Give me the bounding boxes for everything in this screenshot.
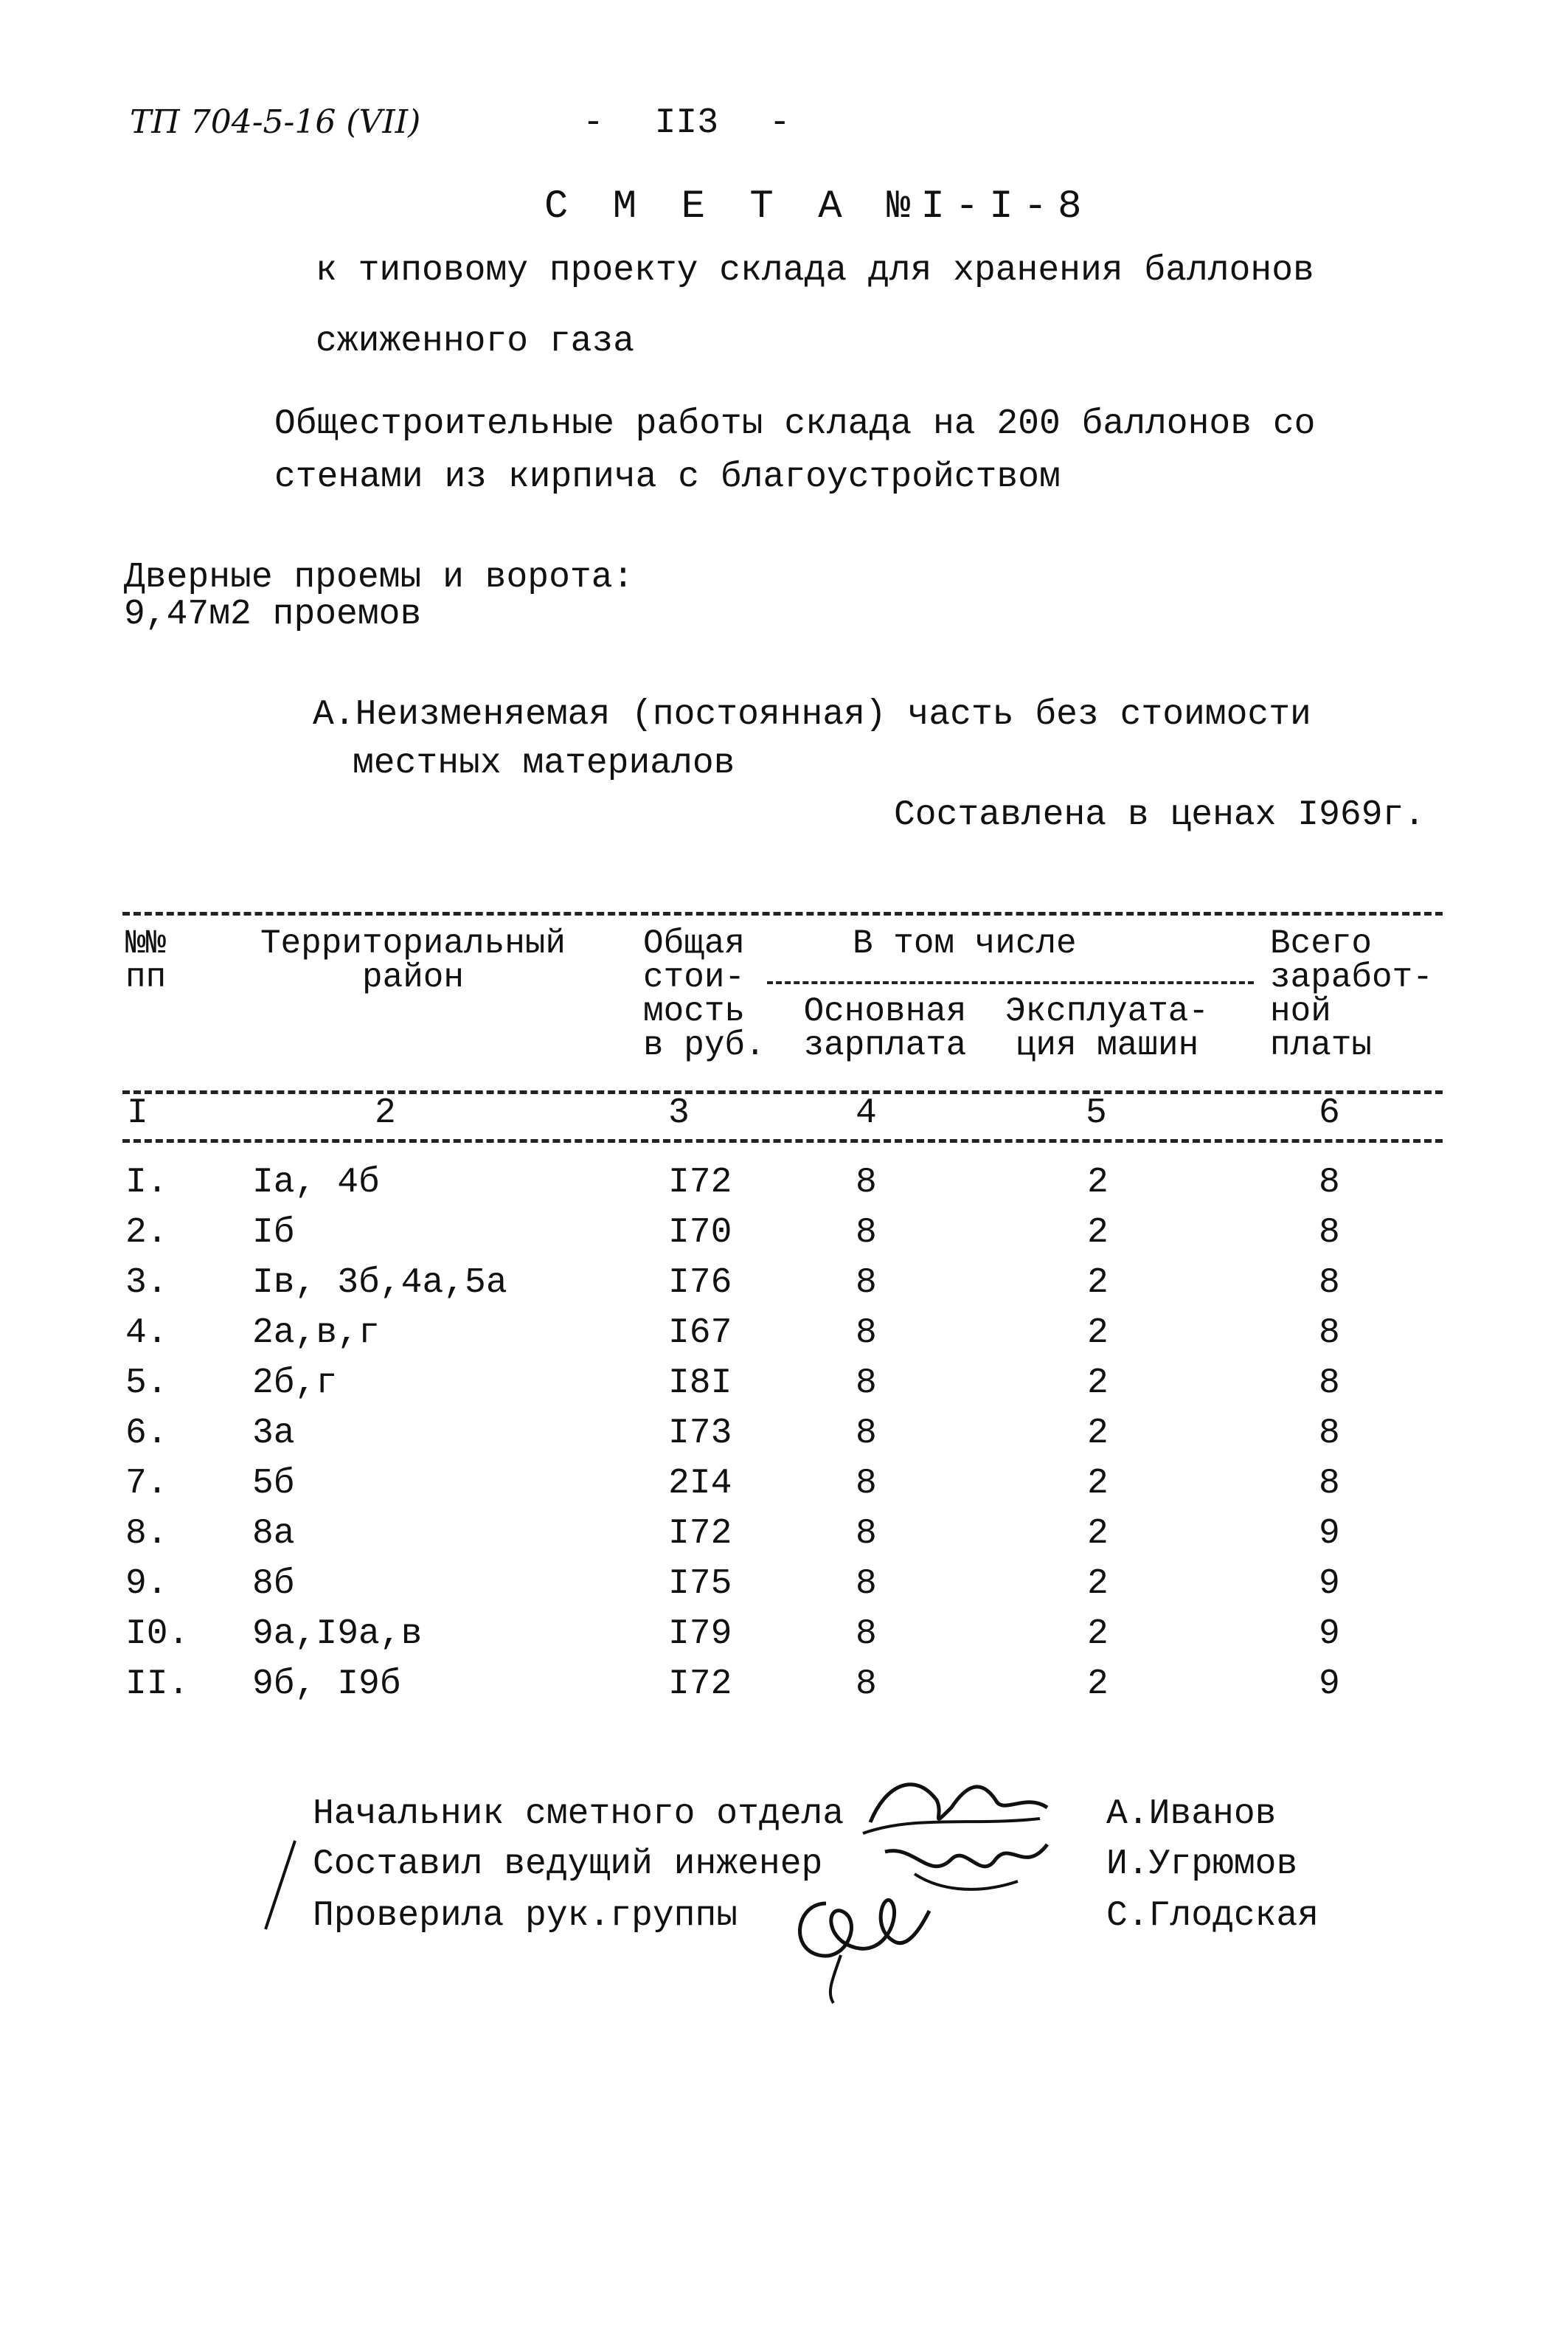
signature-name-3: С.Глодская — [1106, 1896, 1319, 1936]
cell-total: 9 — [1319, 1564, 1340, 1604]
doors-line-1: Дверные проемы и ворота: — [124, 558, 634, 598]
table-row — [0, 1363, 1568, 1415]
column-number: 5 — [1086, 1093, 1107, 1133]
cell-cost: I8I — [668, 1363, 732, 1403]
works-line-1: Общестроительные работы склада на 200 баллонов со — [274, 404, 1316, 444]
cell-salary: 8 — [856, 1414, 877, 1453]
header-region: Территориальный район — [260, 924, 566, 997]
cell-region: 8б — [252, 1564, 295, 1604]
cell-total: 8 — [1319, 1313, 1340, 1353]
column-number: 4 — [856, 1093, 877, 1133]
cell-cost: I76 — [668, 1263, 732, 1303]
cell-cost: I72 — [668, 1664, 732, 1704]
cell-machines: 2 — [1087, 1514, 1109, 1554]
subtitle-line-2: сжиженного газа — [316, 322, 635, 362]
section-line-1: А.Неизменяемая (постоянная) часть без стоимости — [313, 695, 1311, 735]
cell-machines: 2 — [1087, 1313, 1109, 1353]
cell-machines: 2 — [1087, 1464, 1109, 1504]
cell-machines: 2 — [1087, 1163, 1109, 1203]
header-base-salary: Основная зарплата — [803, 992, 967, 1065]
cell-machines: 2 — [1087, 1564, 1109, 1604]
cell-cost: I72 — [668, 1163, 732, 1203]
cell-num: 2. — [125, 1213, 168, 1253]
cell-region: 5б — [252, 1464, 295, 1504]
works-line-2: стенами из кирпича с благоустройством — [274, 457, 1061, 497]
cell-total: 9 — [1319, 1614, 1340, 1654]
signature-role-3: Проверила рук.группы — [313, 1896, 738, 1936]
cell-cost: I75 — [668, 1564, 732, 1604]
table-row — [0, 1163, 1568, 1214]
cell-machines: 2 — [1087, 1263, 1109, 1303]
signature-name-2: И.Угрюмов — [1106, 1844, 1298, 1884]
table-row — [0, 1614, 1568, 1666]
cell-total: 8 — [1319, 1363, 1340, 1403]
header-total-salary: Всего заработ- ной платы — [1270, 924, 1433, 1065]
cell-num: II. — [125, 1664, 190, 1704]
cell-cost: I79 — [668, 1614, 732, 1654]
cell-machines: 2 — [1087, 1363, 1109, 1403]
signature-mark-3 — [782, 1874, 944, 2007]
cell-region: Iб — [252, 1213, 295, 1253]
table-top-rule — [122, 912, 1443, 916]
subtitle-line-1: к типовому проекту склада для хранения баллонов — [316, 251, 1314, 291]
cell-total: 9 — [1319, 1514, 1340, 1554]
cell-cost: 2I4 — [668, 1464, 732, 1504]
cell-region: 9а,I9а,в — [252, 1614, 423, 1654]
cell-total: 8 — [1319, 1163, 1340, 1203]
signature-role-2: Составил ведущий инженер — [313, 1844, 823, 1884]
table-row — [0, 1564, 1568, 1616]
cell-num: 7. — [125, 1464, 168, 1504]
signature-slash — [258, 1837, 302, 1933]
table-row — [0, 1514, 1568, 1566]
cell-cost: I70 — [668, 1213, 732, 1253]
cell-num: 6. — [125, 1414, 168, 1453]
cell-num: I0. — [125, 1614, 190, 1654]
estimate-title: С М Е Т А №I-I-8 — [544, 184, 1092, 229]
cell-salary: 8 — [856, 1263, 877, 1303]
cell-salary: 8 — [856, 1213, 877, 1253]
numbers-bottom-rule — [122, 1139, 1443, 1143]
cell-region: 8а — [252, 1514, 295, 1554]
document-code: ТП 704-5-16 (VII) — [130, 103, 421, 141]
cell-num: I. — [125, 1163, 168, 1203]
table-row — [0, 1213, 1568, 1265]
cell-salary: 8 — [856, 1614, 877, 1654]
cell-region: 2а,в,г — [252, 1313, 380, 1353]
cell-total: 8 — [1319, 1414, 1340, 1453]
table-row — [0, 1664, 1568, 1716]
cell-total: 8 — [1319, 1213, 1340, 1253]
cell-machines: 2 — [1087, 1414, 1109, 1453]
cell-machines: 2 — [1087, 1614, 1109, 1654]
cell-num: 9. — [125, 1564, 168, 1604]
signature-name-1: А.Иванов — [1106, 1794, 1277, 1834]
column-number: I — [127, 1093, 148, 1133]
header-including: В том числе — [853, 924, 1077, 963]
cell-region: Iв, 3б,4а,5а — [252, 1263, 507, 1303]
cell-region: 3а — [252, 1414, 295, 1453]
column-number: 6 — [1319, 1093, 1340, 1133]
page-number: - II3 - — [583, 103, 791, 143]
cell-region: 2б,г — [252, 1363, 338, 1403]
section-line-2: местных материалов — [353, 744, 735, 784]
cell-salary: 8 — [856, 1564, 877, 1604]
cell-salary: 8 — [856, 1664, 877, 1704]
cell-num: 8. — [125, 1514, 168, 1554]
header-num: №№ пп — [125, 924, 167, 997]
cell-cost: I67 — [668, 1313, 732, 1353]
cell-num: 4. — [125, 1313, 168, 1353]
cell-num: 5. — [125, 1363, 168, 1403]
cell-total: 8 — [1319, 1464, 1340, 1504]
table-row — [0, 1464, 1568, 1515]
table-row — [0, 1313, 1568, 1365]
cell-salary: 8 — [856, 1514, 877, 1554]
table-row — [0, 1414, 1568, 1465]
cell-salary: 8 — [856, 1163, 877, 1203]
cell-region: 9б, I9б — [252, 1664, 401, 1704]
header-total-cost: Общая стои- мость в руб. — [643, 924, 766, 1065]
header-including-rule — [767, 981, 1254, 984]
cell-num: 3. — [125, 1263, 168, 1303]
column-number: 3 — [668, 1093, 690, 1133]
cell-region: Iа, 4б — [252, 1163, 380, 1203]
column-number: 2 — [375, 1093, 396, 1133]
cell-cost: I72 — [668, 1514, 732, 1554]
cell-total: 9 — [1319, 1664, 1340, 1704]
column-numbers — [0, 1093, 1568, 1145]
cell-total: 8 — [1319, 1263, 1340, 1303]
cell-machines: 2 — [1087, 1664, 1109, 1704]
cell-salary: 8 — [856, 1464, 877, 1504]
signature-role-1: Начальник сметного отдела — [313, 1794, 844, 1834]
doors-line-2: 9,47м2 проемов — [124, 595, 422, 634]
prices-note: Составлена в ценах I969г. — [894, 795, 1426, 835]
cell-salary: 8 — [856, 1313, 877, 1353]
cell-machines: 2 — [1087, 1213, 1109, 1253]
cell-cost: I73 — [668, 1414, 732, 1453]
table-row — [0, 1263, 1568, 1315]
cell-salary: 8 — [856, 1363, 877, 1403]
header-machines: Эксплуата- ция машин — [1005, 992, 1210, 1065]
